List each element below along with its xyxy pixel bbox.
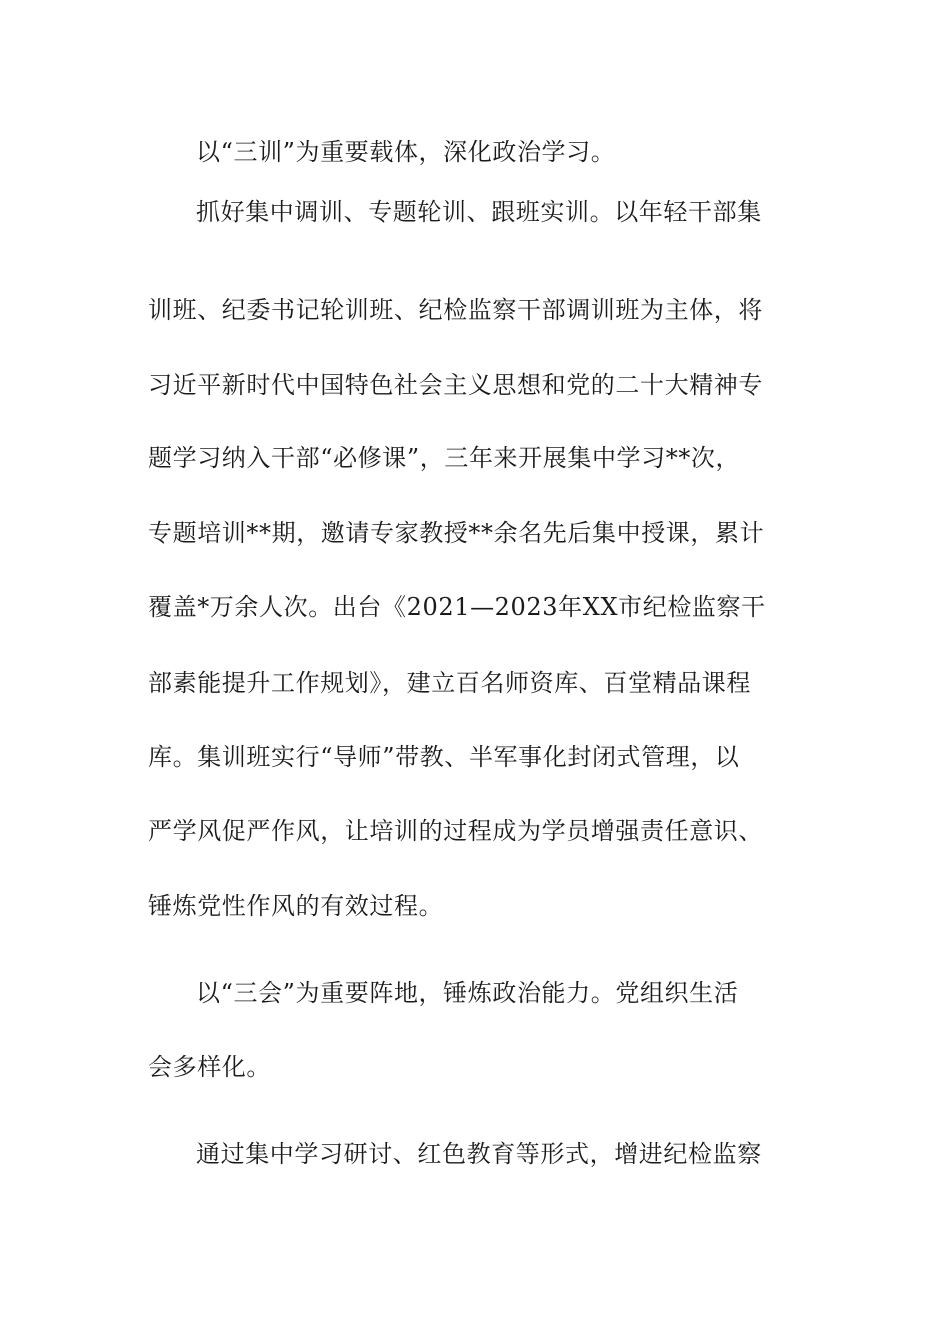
- paragraph-2-line-1: 抓好集中调训、专题轮训、跟班实训。以年轻干部集: [196, 198, 762, 226]
- paragraph-3-line-2: 会多样化。: [148, 1053, 271, 1081]
- paragraph-2-line-9: 严学风促严作风，让培训的过程成为学员增强责任意识、: [148, 817, 763, 845]
- paragraph-2-line-10: 锤炼党性作风的有效过程。: [148, 892, 444, 920]
- paragraph-2-line-5: 专题培训**期，邀请专家教授**余名先后集中授课，累计: [148, 519, 765, 547]
- paragraph-1-line-1: 以“三训”为重要载体，深化政治学习。: [196, 138, 616, 166]
- paragraph-2-line-2: 训班、纪委书记轮训班、纪检监察干部调训班为主体，将: [148, 296, 763, 324]
- paragraph-2-line-6: 覆盖*万余人次。出台《2021—2023年XX市纪检监察干: [148, 593, 766, 621]
- paragraph-2-line-8: 库。集训班实行“导师”带教、半军事化封闭式管理，以: [148, 743, 740, 771]
- paragraph-3-line-1: 以“三会”为重要阵地，锤炼政治能力。党组织生活: [196, 979, 739, 1007]
- paragraph-2-line-7: 部素能提升工作规划》，建立百名师资库、百堂精品课程: [148, 669, 751, 697]
- paragraph-4-line-1: 通过集中学习研讨、红色教育等形式，增进纪检监察: [196, 1140, 762, 1168]
- paragraph-2-line-4: 题学习纳入干部“必修课”，三年来开展集中学习**次，: [148, 444, 741, 472]
- paragraph-2-line-3: 习近平新时代中国特色社会主义思想和党的二十大精神专: [148, 371, 763, 399]
